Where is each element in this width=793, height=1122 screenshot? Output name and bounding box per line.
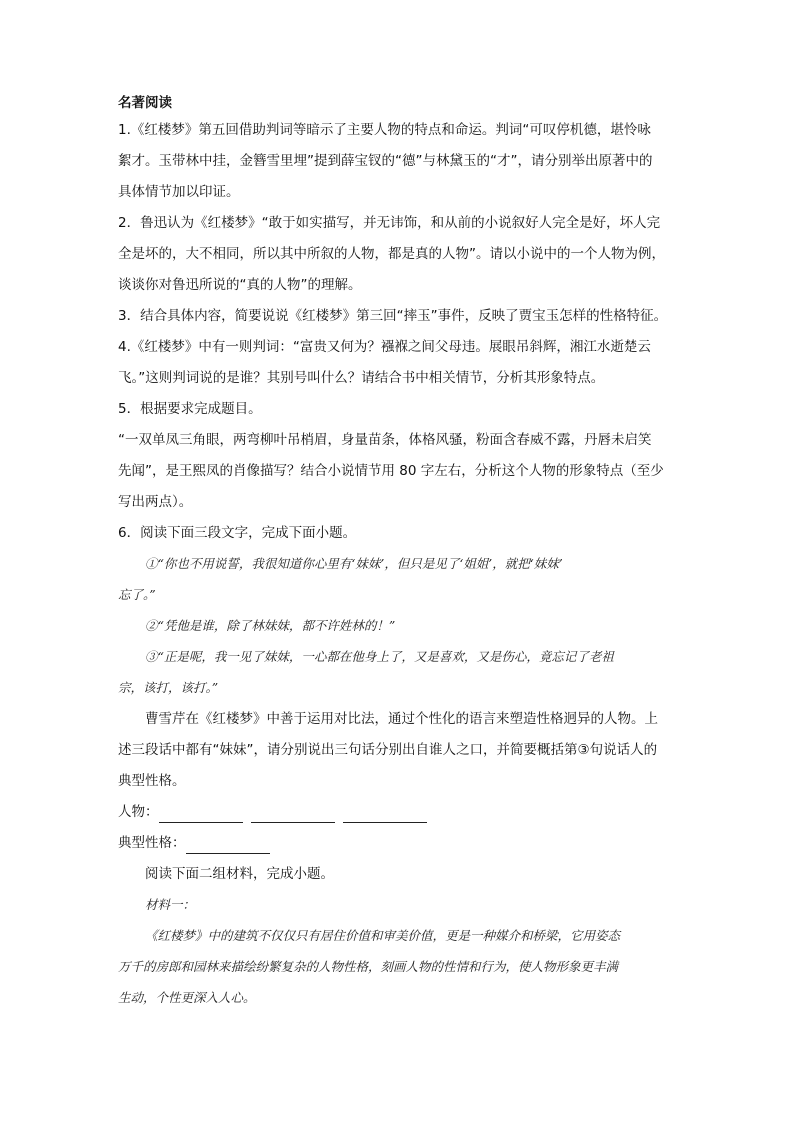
q4-line-2: 飞。”这则判词说的是谁？其别号叫什么？请结合书中相关情节，分析其形象特点。 <box>118 370 605 386</box>
section-title: 名著阅读 <box>118 95 172 111</box>
person-answer-blank-3[interactable] <box>343 806 427 823</box>
q6-line-4: 典型性格。 <box>118 773 186 789</box>
q6-line-3: 述三段话中都有“妹妹”，请分别说出三句话分别出自谁人之口，并简要概括第③句说话人的 <box>118 742 658 758</box>
person-answer-blank-2[interactable] <box>251 806 335 823</box>
q6-quote-1-line-2: 忘了。” <box>118 587 156 602</box>
q7-material-line-2: 万千的房郎和园林来描绘纷繁复杂的人物性格，刻画人物的性情和行为，使人物形象更丰满 <box>118 959 619 974</box>
q1-line-3: 具体情节加以印证。 <box>118 184 240 200</box>
q6-line-1: 6．阅读下面三段文字，完成下面小题。 <box>118 525 357 541</box>
q3-line-1: 3．结合具体内容，简要说说《红楼梦》第三回“摔玉”事件，反映了贾宝玉怎样的性格特征。 <box>118 308 668 324</box>
q6-quote-1-line-1: ①“你也不用说誓，我很知道你心里有‘妹妹’，但只是见了‘姐姐’，就把‘妹妹’ <box>145 556 563 571</box>
document-body <box>118 92 678 1018</box>
q2-line-2: 全是坏的，大不相同，所以其中所叙的人物，都是真的人物”。请以小说中的一个人物为例， <box>118 246 665 262</box>
q2-line-3: 谈谈你对鲁迅所说的“真的人物”的理解。 <box>118 277 362 293</box>
q6-quote-3-line-1: ③“正是呢，我一见了妹妹，一心都在他身上了，又是喜欢，又是伤心，竟忘记了老祖 <box>145 649 614 664</box>
q6-line-2: 曹雪芹在《红楼梦》中善于运用对比法，通过个性化的语言来塑造性格迥异的人物。上 <box>145 711 658 727</box>
trait-answer-blank[interactable] <box>186 837 270 854</box>
q1-line-1: 1.《红楼梦》第五回借助判词等暗示了主要人物的特点和命运。判词“可叹停机德，堪怜咏 <box>118 122 651 138</box>
q4-line-1: 4.《红楼梦》中有一则判词：“富贵又何为？襁褓之间父母违。展眼吊斜辉，湘江水逝楚云 <box>118 339 651 355</box>
q6-person-label: 人物： <box>118 804 159 820</box>
q6-quote-2: ②“凭他是谁，除了林妹妹，都不许姓林的！” <box>145 618 396 633</box>
q5-line-1: 5．根据要求完成题目。 <box>118 401 262 417</box>
q6-quote-3-line-2: 宗，该打，该打。” <box>118 680 219 695</box>
person-answer-blank-1[interactable] <box>159 806 243 823</box>
q6-trait-label: 典型性格： <box>118 835 186 851</box>
q7-intro: 阅读下面二组材料，完成小题。 <box>145 866 334 882</box>
q7-material-line-3: 生动，个性更深入人心。 <box>118 990 256 1005</box>
q2-line-1: 2．鲁迅认为《红楼梦》“敢于如实描写，并无讳饰，和从前的小说叙好人完全是好，坏人完 <box>118 215 661 231</box>
q7-material-label: 材料一： <box>145 897 196 912</box>
q6-person-row <box>118 801 678 823</box>
q5-line-2: “一双单凤三角眼，两弯柳叶吊梢眉，身量苗条，体格风骚，粉面含春威不露，丹唇未启笑 <box>118 432 652 448</box>
q5-line-3: 先闻”，是王熙凤的肖像描写？结合小说情节用 80 字左右，分析这个人物的形象特点（至少 <box>118 463 664 479</box>
q5-line-4: 写出两点）。 <box>118 494 193 510</box>
q7-material-line-1: 《红楼梦》中的建筑不仅仅只有居住价值和审美价值，更是一种媒介和桥梁，它用姿态 <box>145 928 621 943</box>
q6-trait-row <box>118 832 678 854</box>
q1-line-2: 絮才。玉带林中挂，金簪雪里埋”提到薛宝钗的“德”与林黛玉的“才”，请分别举出原著中的 <box>118 153 653 169</box>
